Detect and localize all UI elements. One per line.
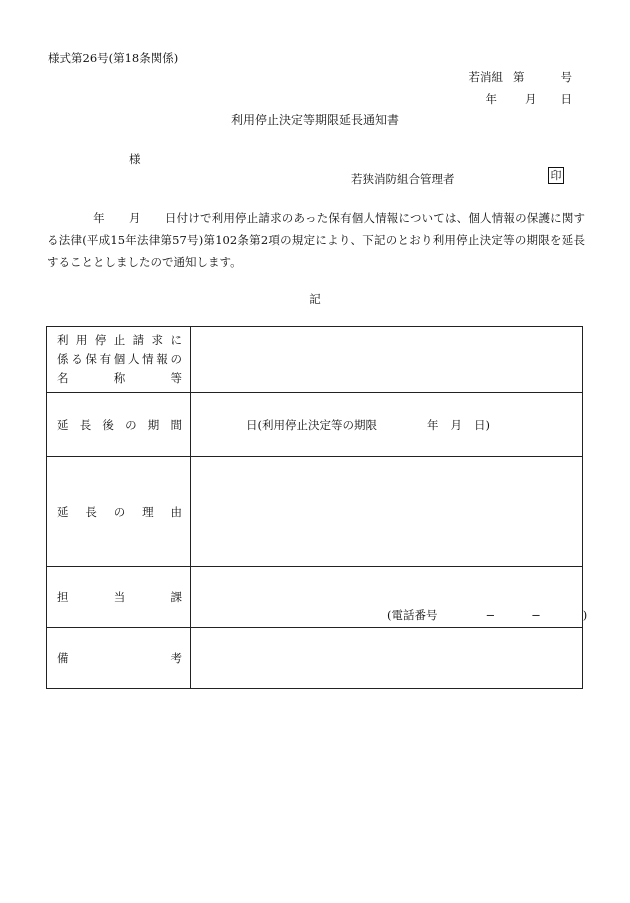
phone-number-line [387, 607, 587, 623]
label-character: 人 [127, 352, 140, 366]
label-character: の [125, 417, 137, 432]
label-character: 長 [79, 417, 92, 432]
details-table [46, 326, 588, 689]
label-line [57, 369, 182, 388]
table-row [47, 393, 583, 457]
phone-dash-2: − [531, 608, 541, 622]
info-name-value[interactable] [191, 327, 583, 393]
period-year: 年 [427, 417, 439, 432]
document-number-prefix: 若消組 [468, 70, 503, 84]
body-year: 年 [93, 211, 105, 225]
extended-period-value[interactable] [191, 393, 583, 457]
period-day-close: 日) [474, 417, 490, 432]
extension-reason-label [47, 457, 191, 567]
label-line [57, 331, 182, 350]
issue-date-line [486, 91, 573, 107]
label-character: に [170, 333, 182, 347]
label-character: 考 [170, 651, 182, 665]
label-character: る [71, 352, 83, 366]
label-line [57, 350, 182, 369]
remarks-value[interactable] [191, 628, 583, 689]
phone-dash-1: − [485, 608, 496, 622]
label-character: 有 [99, 352, 112, 366]
period-month: 月 [450, 417, 462, 432]
info-name-label [47, 327, 191, 393]
label-character: 期 [147, 417, 160, 432]
extended-period-label [47, 393, 191, 457]
label-character: 由 [170, 504, 182, 519]
period-day-text: 日(利用停止決定等の期限 [246, 417, 377, 432]
label-character: 後 [102, 417, 114, 432]
label-character: 担 [57, 590, 69, 604]
label-character: 用 [75, 333, 88, 347]
label-character: 個 [113, 352, 126, 366]
extension-reason-value[interactable] [191, 457, 583, 567]
document-title: 利用停止決定等期限延長通知書 [230, 113, 399, 127]
form-number: 様式第26号(第18条関係) [48, 51, 179, 65]
label-character: 請 [132, 333, 145, 347]
sender-name: 若狭消防組合管理者 [351, 172, 455, 186]
date-day: 日 [560, 92, 572, 106]
label-character: 当 [113, 590, 126, 604]
label-character: 備 [57, 651, 69, 665]
label-character: 報 [156, 352, 168, 366]
label-character: 延 [57, 504, 69, 519]
label-character: 求 [151, 333, 164, 347]
label-character: 称 [113, 371, 126, 385]
document-number-line [469, 69, 573, 85]
label-character: 延 [57, 417, 69, 432]
table-row [47, 628, 583, 689]
label-character: 課 [170, 590, 182, 604]
table-row [47, 457, 583, 567]
date-year: 年 [485, 92, 497, 106]
label-character: 名 [57, 371, 69, 385]
label-character: 停 [94, 333, 107, 347]
label-character: 間 [170, 417, 182, 432]
table-row [47, 567, 583, 628]
remarks-label [47, 628, 191, 689]
label-character: 情 [142, 352, 154, 366]
document-number-dai: 第 [513, 70, 525, 84]
label-character: 止 [113, 333, 126, 347]
label-character: 係 [57, 352, 69, 366]
phone-label: (電話番号 [387, 608, 438, 622]
body-month: 月 [128, 211, 141, 225]
department-value[interactable] [191, 567, 588, 628]
body-text: 日付けで利用停止請求のあった保有個人情報については、個人情報の保護に関する法律(平成15年法律第57号)第102条第2項の規定により、下記のとおり利用停止決定等の期限を延長することとしましたので通知します。 [47, 211, 586, 269]
label-character: 理 [142, 504, 154, 519]
label-character: 保 [85, 352, 97, 366]
label-character: 利 [57, 333, 69, 347]
phone-close: ) [582, 608, 588, 622]
addressee-suffix: 様 [129, 152, 141, 166]
date-month: 月 [525, 92, 537, 106]
label-character: の [170, 352, 182, 366]
department-label [47, 567, 191, 628]
label-character: 等 [170, 371, 182, 385]
table-row [47, 327, 583, 393]
document-number-go: 号 [560, 70, 572, 84]
ki-heading: 記 [309, 292, 321, 306]
label-character: 長 [85, 504, 97, 519]
notice-body [47, 207, 585, 273]
label-character: の [113, 504, 126, 519]
seal-mark: 印 [548, 167, 564, 184]
